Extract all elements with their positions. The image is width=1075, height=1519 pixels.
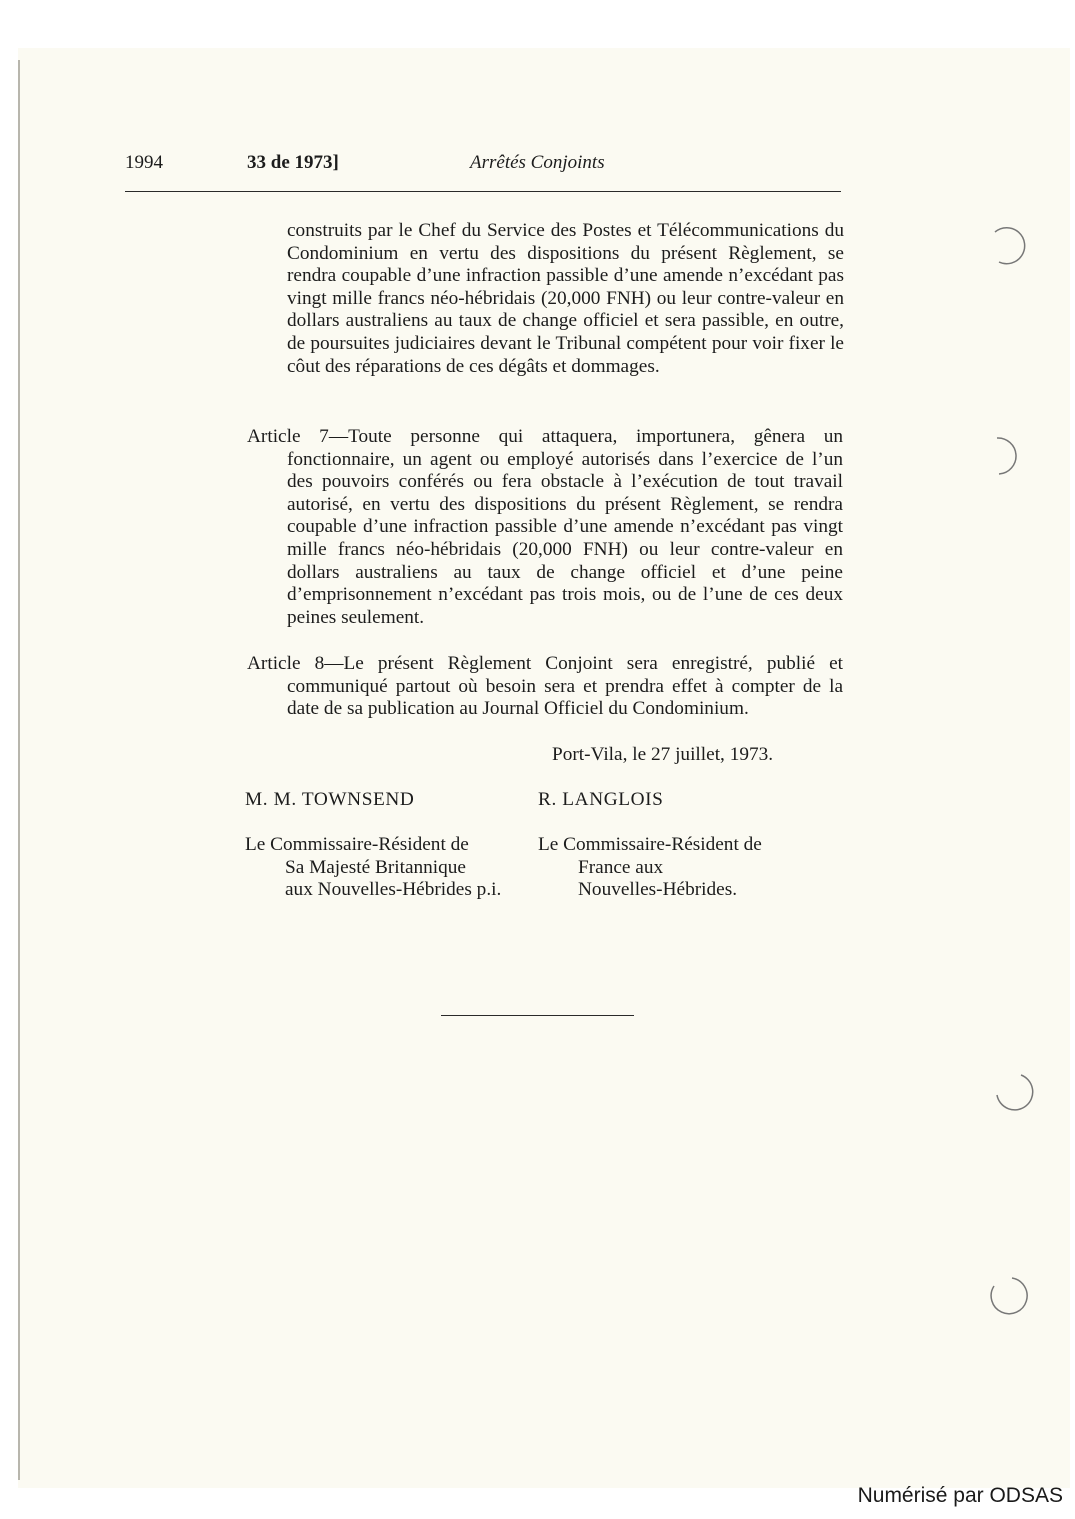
signatory-right-title-line: France aux — [578, 856, 664, 878]
signatory-right-title-line: Le Commissaire-Résident de — [538, 834, 762, 855]
article-8: Article 8—Le présent Règlement Conjoint sera enregistré, publié et communiqué partout où besoin sera et prendra effet à compter de la date de sa publication au Journal Officiel du Condominium. — [247, 653, 843, 720]
page-number: 1994 — [125, 152, 163, 173]
closing-rule — [441, 1015, 634, 1016]
ordinance-reference: 33 de 1973] — [247, 152, 339, 173]
signatory-right-name: R. LANGLOIS — [538, 789, 664, 810]
signatory-left-title-line: aux Nouvelles-Hébrides p.i. — [285, 879, 502, 901]
signatory-right-title-line: Nouvelles-Hébrides. — [578, 879, 738, 901]
header-rule — [125, 191, 841, 192]
place-date: Port-Vila, le 27 juillet, 1973. — [552, 744, 774, 765]
punch-hole-icon — [985, 1065, 1035, 1115]
signatory-left-name: M. M. TOWNSEND — [245, 789, 415, 810]
digitization-watermark: Numérisé par ODSAS — [857, 1484, 1063, 1507]
punch-hole-icon — [982, 1272, 1032, 1322]
article-7: Article 7—Toute personne qui attaquera, importunera, gênera un fonctionnaire, un agent ou employé autorisés dans l’exercice de l’un des pouvoirs conférés ou fera obstacle à l’exécution de tout travail autorisé, en vertu des dispositions du présent Règlement, se rendra coupable d’une infraction passible d’une amende n’excédant pas vingt mille francs néo-hébridais (20,000 FNH) ou leur contre-valeur en dollars australiens au taux de change officiel et d’une peine d’emprisonnement n’excédant pas trois mois, ou de l’une de ces deux peines seulement. — [247, 426, 843, 628]
running-title: Arrêtés Conjoints — [470, 152, 605, 173]
punch-hole-icon — [985, 222, 1035, 272]
signatory-left-title — [245, 834, 501, 902]
page-edge — [18, 60, 20, 1480]
signatory-left-title-line: Le Commissaire-Résident de — [245, 834, 469, 855]
running-header — [0, 152, 1075, 182]
signatory-left-title-line: Sa Majesté Britannique — [285, 856, 466, 878]
continuation-paragraph: construits par le Chef du Service des Postes et Télécommunications du Condominium en vertu des dispositions du présent Règlement, se rendra coupable d’une infraction passible d’une amende n’excédant pas vingt mille francs néo-hébridais (20,000 FNH) ou leur contre-valeur en dollars australiens au taux de change officiel et sera passible, en outre, de poursuites judiciaires devant le Tribunal compétent pour voir fixer le côut des réparations de ces dégâts et dommages. — [287, 220, 844, 377]
signatory-right-title — [538, 834, 762, 902]
punch-hole-icon — [985, 430, 1035, 480]
